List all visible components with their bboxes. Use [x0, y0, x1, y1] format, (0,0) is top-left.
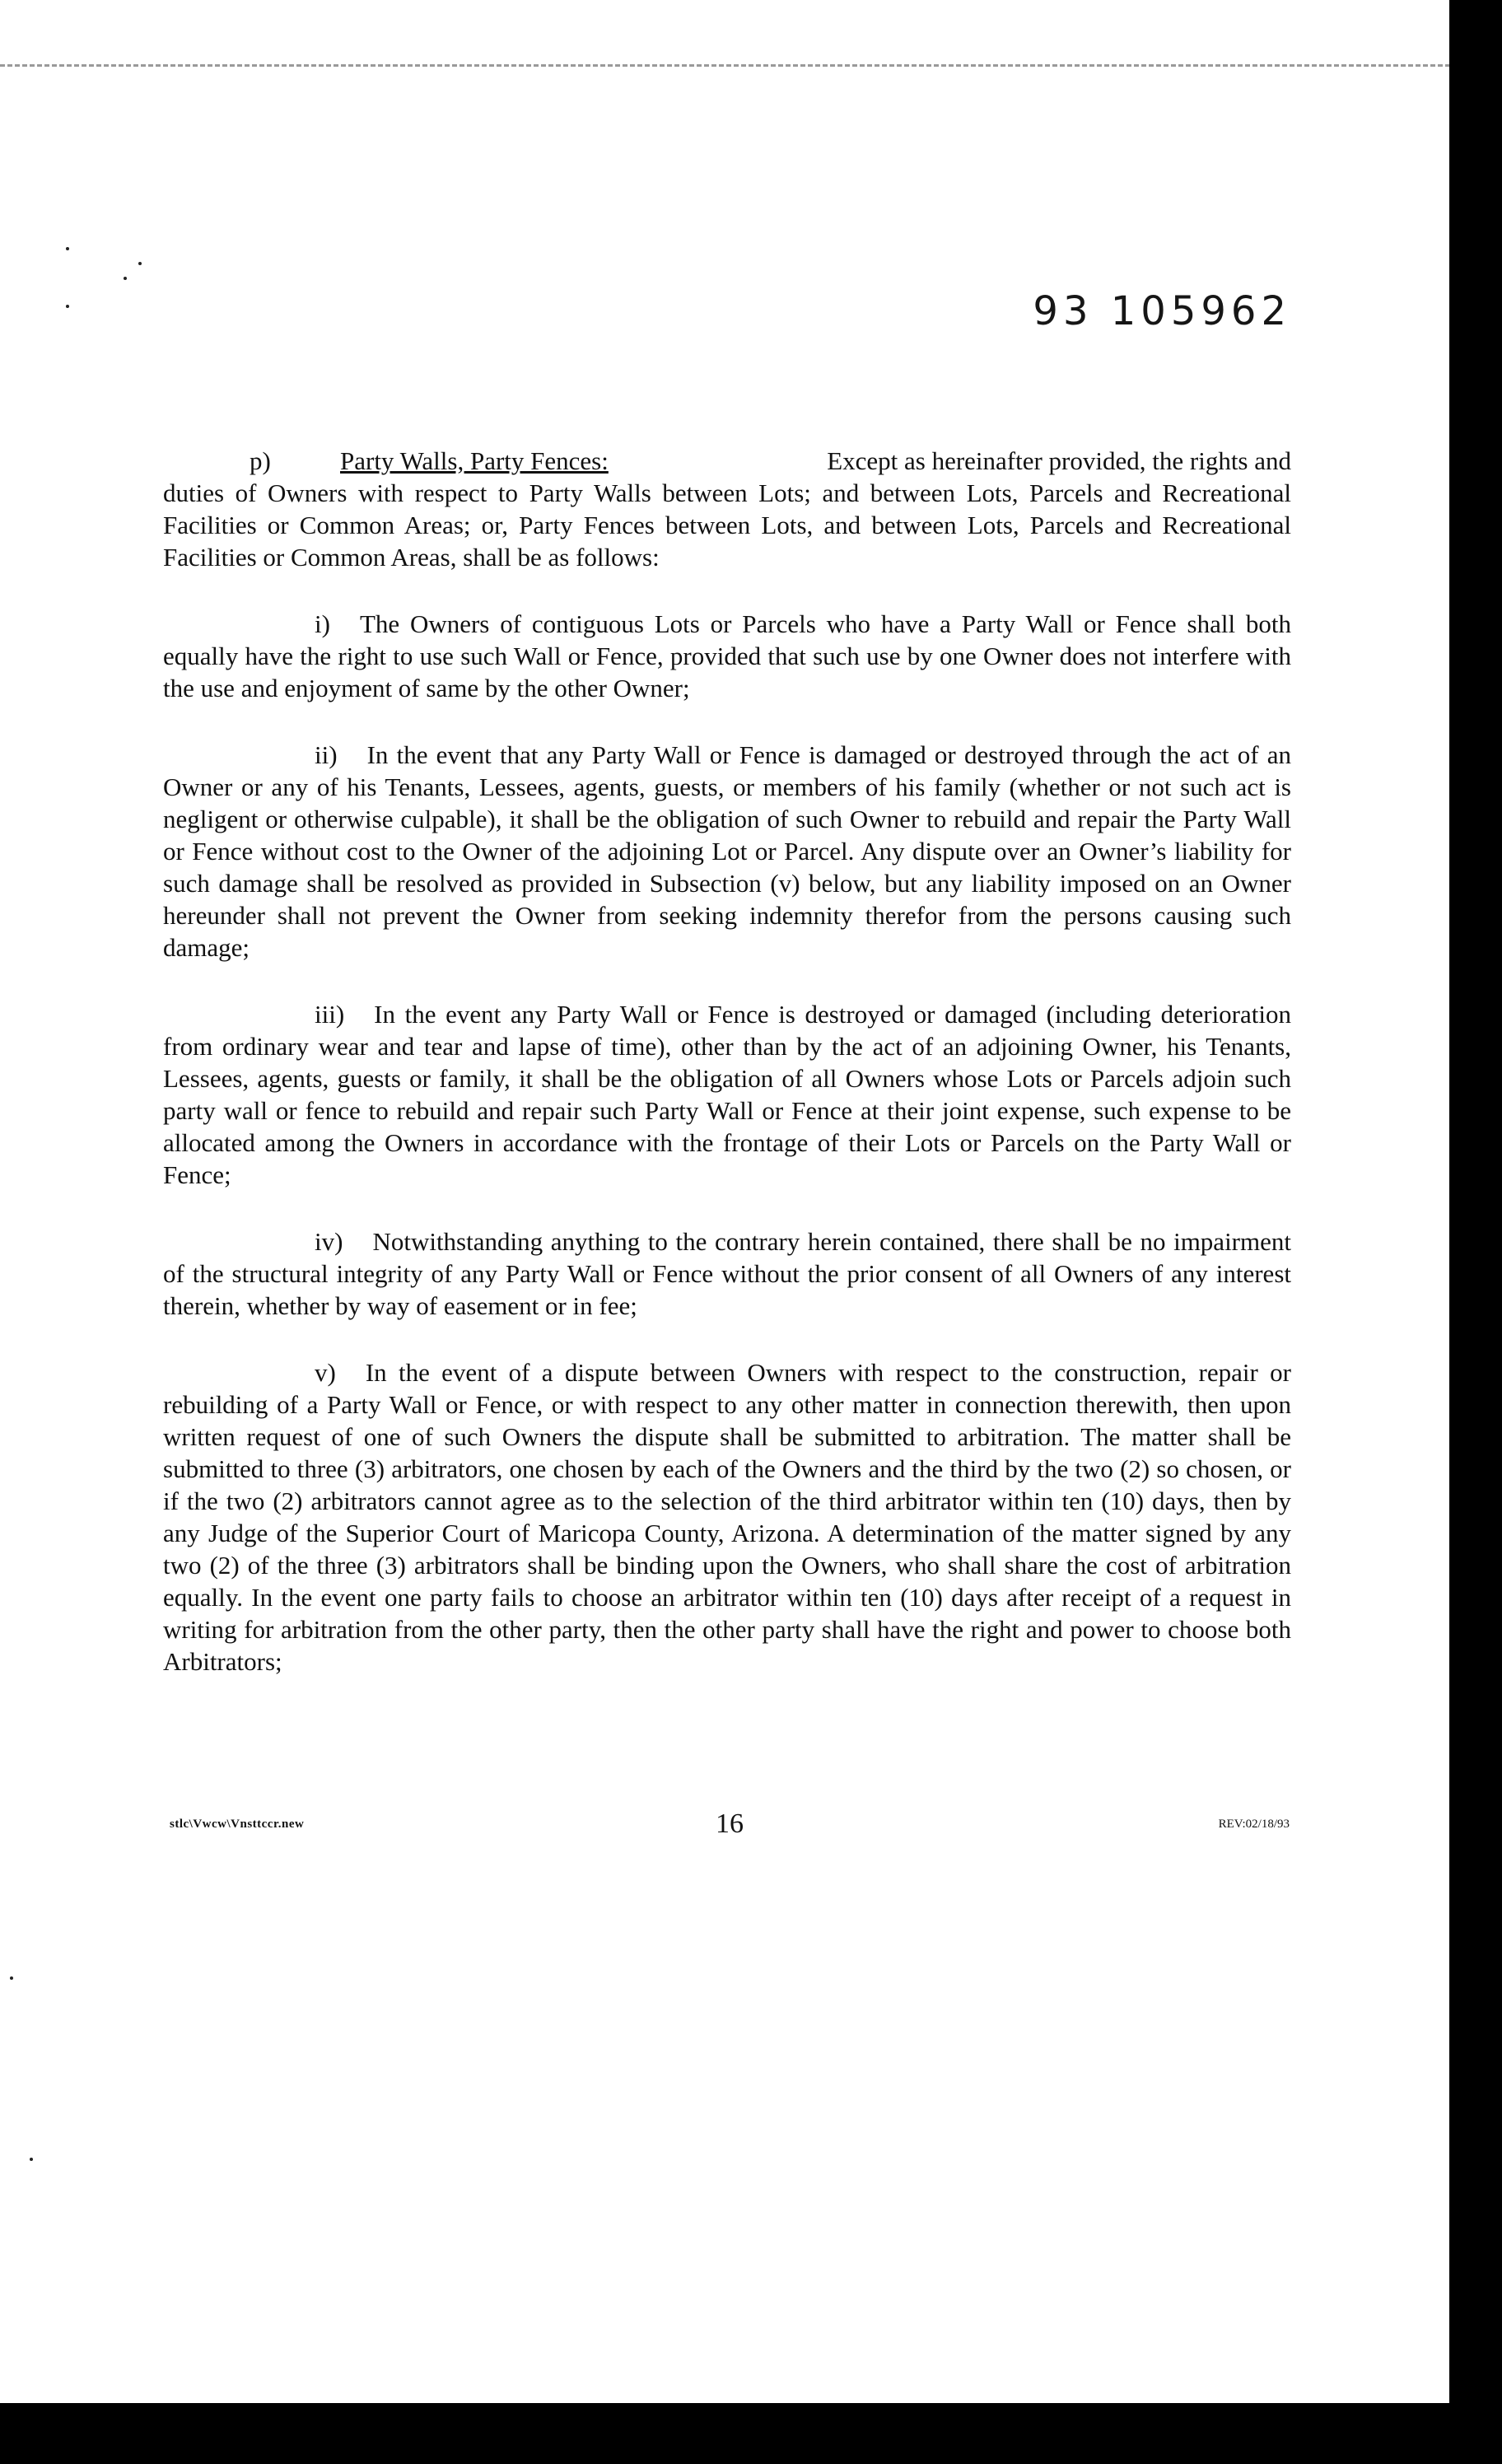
item-number: v)	[315, 1358, 336, 1387]
page-number: 16	[716, 1808, 744, 1839]
scan-speck	[10, 1976, 13, 1980]
section-lead-line	[163, 445, 1291, 477]
item-text: Notwithstanding anything to the contrary herein contained, there shall be no impairment of the structural integrity of any Party Wall or Fence without the prior consent of all Owners of any interest therein, whether by way of easement or in fee;	[163, 1227, 1291, 1320]
item-text: In the event of a dispute between Owners with respect to the construction, repair or rebuilding of a Party Wall or Fence, or with respect to any other matter in connection therewith, then upon written request of one of such Owners the dispute shall be submitted to arbitration. The matter shall be submitted to three (3) arbitrators, one chosen by each of the Owners and the third by the two (2) so chosen, or if the two (2) arbitrators cannot agree as to the selection of the third arbitrator within ten (10) days, then by any Judge of the Superior Court of Maricopa County, Arizona. A determination of the matter signed by any two (2) of the three (3) arbitrators shall be binding upon the Owners, who shall share the cost of arbitration equally. In the event one party fails to choose an arbitrator within ten (10) days after receipt of a request in writing for arbitration from the other party, then the other party shall have the right and power to choose both Arbitrators;	[163, 1358, 1291, 1676]
item-text: The Owners of contiguous Lots or Parcels who have a Party Wall or Fence shall both equally have the right to use such Wall or Fence, provided that such use by one Owner does not interfere with the use and enjoyment of same by the other Owner;	[163, 609, 1291, 702]
item-text: In the event that any Party Wall or Fence is damaged or destroyed through the act of an Owner or any of his Tenants, Lessees, agents, guests, or members of his family (whether or not such act is negligent or otherwise culpable), it shall be the obligation of such Owner to rebuild and repair the Party Wall or Fence without cost to the Owner of the adjoining Lot or Parcel. Any dispute over an Owner’s liability for such damage shall be resolved as provided in Subsection (v) below, but any liability imposed on an Owner hereunder shall not prevent the Owner from seeking indemnity therefor from the persons causing such damage;	[163, 740, 1291, 962]
list-item	[163, 608, 1291, 704]
item-number: ii)	[315, 740, 338, 769]
footer-revision: REV:02/18/93	[1218, 1817, 1290, 1831]
scan-speck	[30, 2158, 33, 2161]
scan-bottom-border	[0, 2403, 1502, 2464]
page-footer	[170, 1808, 1290, 1840]
item-number: i)	[315, 609, 330, 638]
item-number: iv)	[315, 1227, 343, 1256]
item-number: iii)	[315, 1000, 345, 1029]
document-body	[163, 445, 1291, 1712]
list-item	[163, 1225, 1291, 1322]
list-item	[163, 998, 1291, 1191]
item-text: In the event any Party Wall or Fence is destroyed or damaged (including deterioration from ordinary wear and tear and lapse of time), other than by the act of an adjoining Owner, his Tenants, Lessees, agents, guests or family, it shall be the obligation of all Owners whose Lots or Parcels adjoin such party wall or fence to rebuild and repair such Party Wall or Fence at their joint expense, such expense to be allocated among the Owners in accordance with the frontage of their Lots or Parcels on the Party Wall or Fence;	[163, 1000, 1291, 1189]
scan-speck	[138, 262, 142, 265]
section-p	[163, 445, 1291, 573]
scan-right-border	[1449, 0, 1502, 2464]
section-intro-rest: duties of Owners with respect to Party Walls between Lots; and between Lots, Parcels and Recreational Facilities or Common Areas; or, Party Fences between Lots, and between Lots, Parcels and Recreational Facilities or Common Areas, shall be as follows:	[163, 478, 1291, 572]
section-label: p)	[250, 446, 271, 475]
scan-speck	[66, 305, 69, 308]
scan-top-edge	[0, 0, 1502, 67]
section-heading: Party Walls, Party Fences:	[340, 446, 609, 475]
document-number: 93 105962	[1033, 288, 1291, 334]
list-item	[163, 739, 1291, 964]
footer-file-path: stlc\Vwcw\Vnsttccr.new	[170, 1817, 305, 1831]
section-intro-first: Except as hereinafter provided, the rights and	[827, 446, 1291, 475]
scan-speck	[124, 277, 127, 280]
scan-speck	[66, 247, 69, 250]
list-item	[163, 1356, 1291, 1678]
